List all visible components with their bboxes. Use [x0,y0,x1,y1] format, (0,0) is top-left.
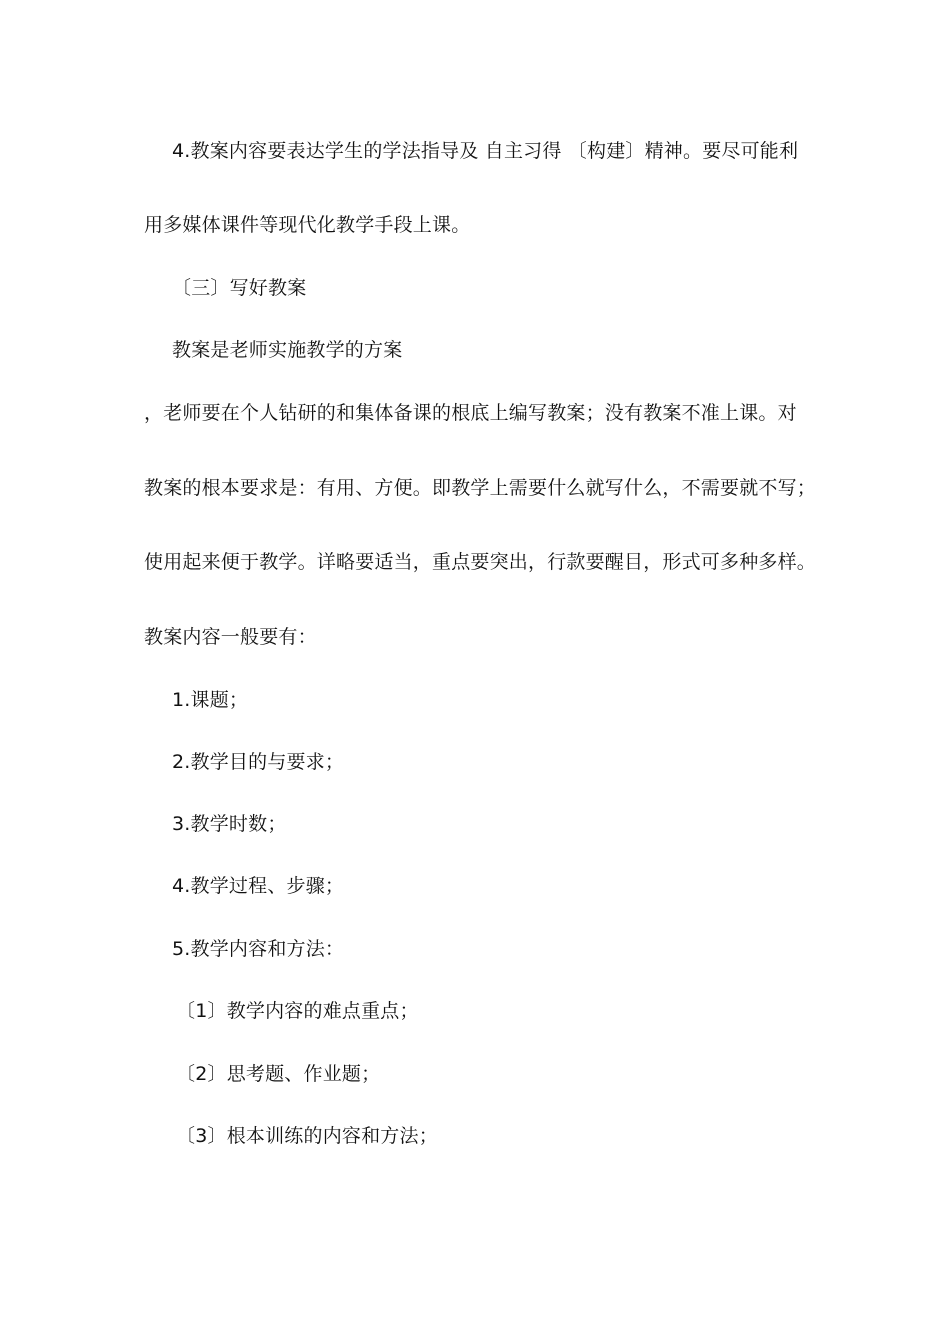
paragraph-line-2: ，老师要在个人钻研的和集体备课的根底上编写教案；没有教案不准上课。对 [144,402,797,424]
paragraph-line-1: 教案是老师实施教学的方案 [172,339,403,361]
list-intro: 教案内容一般要有： [144,626,317,648]
paragraph-line-4: 使用起来便于教学。详略要适当，重点要突出，行款要醒目，形式可多种多样。 [144,551,817,573]
list-item-2: 2.教学目的与要求； [172,751,345,773]
paragraph-item-4-line-2: 用多媒体课件等现代化教学手段上课。 [144,214,471,236]
sub-item-1: 〔1〕教学内容的难点重点； [176,1000,419,1022]
section-heading: 〔三〕写好教案 [172,277,307,299]
list-item-3: 3.教学时数； [172,813,287,835]
list-item-4: 4.教学过程、步骤； [172,875,345,897]
paragraph-line-3: 教案的根本要求是：有用、方便。即教学上需要什么就写什么，不需要就不写； [144,477,817,499]
list-item-1: 1.课题； [172,689,249,711]
sub-item-2: 〔2〕思考题、作业题； [176,1063,381,1085]
paragraph-item-4-line-1: 4.教案内容要表达学生的学法指导及 自主习得 〔构建〕精神。要尽可能利 [172,140,799,162]
sub-item-3: 〔3〕根本训练的内容和方法； [176,1125,438,1147]
list-item-5: 5.教学内容和方法： [172,938,345,960]
